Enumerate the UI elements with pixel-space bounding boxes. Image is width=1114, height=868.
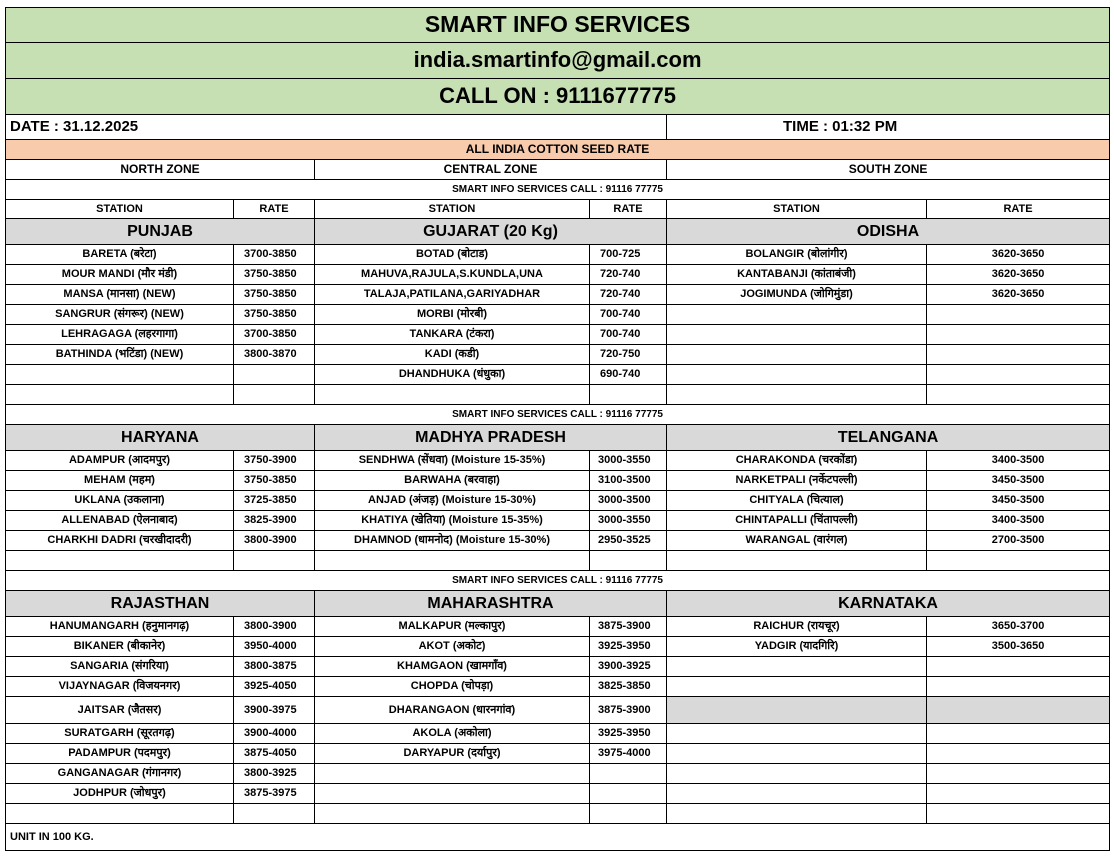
table-row <box>6 365 1110 385</box>
station-cell: AKOLA (अकोला) <box>315 724 590 744</box>
call-banner: SMART INFO SERVICES CALL : 91116 77775 <box>6 180 1110 200</box>
table-row <box>6 491 1110 511</box>
call-banner-row <box>6 571 1110 591</box>
station-cell <box>315 764 590 784</box>
station-cell <box>315 784 590 804</box>
rate-cell: 3750-3850 <box>234 285 315 305</box>
station-cell <box>6 551 234 571</box>
table-row <box>6 764 1110 784</box>
rate-cell: 3750-3850 <box>234 265 315 285</box>
table-row <box>6 305 1110 325</box>
rate-cell: 3825-3900 <box>234 511 315 531</box>
rate-cell: 3000-3550 <box>590 511 667 531</box>
rate-cell <box>927 724 1110 744</box>
station-cell: MEHAM (महम) <box>6 471 234 491</box>
rate-cell: 3450-3500 <box>927 491 1110 511</box>
station-cell: BARETA (बरेटा) <box>6 245 234 265</box>
state-header: PUNJAB <box>6 219 315 245</box>
rate-cell: 720-740 <box>590 285 667 305</box>
station-cell: SANGRUR (संगरूर) (NEW) <box>6 305 234 325</box>
col-rate: RATE <box>590 200 667 219</box>
table-row <box>6 804 1110 824</box>
rate-cell: 3825-3850 <box>590 677 667 697</box>
station-cell: DHARANGAON (धारनगांव) <box>315 697 590 724</box>
rate-cell: 3900-4000 <box>234 724 315 744</box>
station-cell: ALLENABAD (ऐलनाबाद) <box>6 511 234 531</box>
station-cell: YADGIR (यादगिरि) <box>667 637 927 657</box>
rate-cell: 3620-3650 <box>927 285 1110 305</box>
station-cell <box>6 385 234 405</box>
date-label: DATE : 31.12.2025 <box>6 115 667 140</box>
state-header: MAHARASHTRA <box>315 591 667 617</box>
station-cell: MAHUVA,RAJULA,S.KUNDLA,UNA <box>315 265 590 285</box>
station-cell <box>667 744 927 764</box>
rate-cell: 690-740 <box>590 365 667 385</box>
station-cell <box>315 551 590 571</box>
rate-cell: 3750-3850 <box>234 471 315 491</box>
rate-cell <box>927 551 1110 571</box>
rate-banner: ALL INDIA COTTON SEED RATE <box>6 140 1110 160</box>
rate-cell: 3800-3870 <box>234 345 315 365</box>
station-cell: BATHINDA (भटिंडा) (NEW) <box>6 345 234 365</box>
call-banner-row <box>6 405 1110 425</box>
station-cell: KHATIYA (खेतिया) (Moisture 15-35%) <box>315 511 590 531</box>
state-header: KARNATAKA <box>667 591 1110 617</box>
station-cell <box>667 724 927 744</box>
rate-cell: 3900-3975 <box>234 697 315 724</box>
rate-cell: 3975-4000 <box>590 744 667 764</box>
rate-cell: 3400-3500 <box>927 451 1110 471</box>
rate-cell: 3875-3900 <box>590 697 667 724</box>
unit-note: UNIT IN 100 KG. <box>6 824 1110 851</box>
station-cell: BOTAD (बोटाड) <box>315 245 590 265</box>
rate-cell <box>927 764 1110 784</box>
station-cell: JODHPUR (जोधपुर) <box>6 784 234 804</box>
station-cell: TANKARA (टंकरा) <box>315 325 590 345</box>
rate-cell: 3800-3925 <box>234 764 315 784</box>
table-row <box>6 451 1110 471</box>
station-cell: JOGIMUNDA (जोगिमुंडा) <box>667 285 927 305</box>
station-cell: JAITSAR (जैतसर) <box>6 697 234 724</box>
rate-cell: 3100-3500 <box>590 471 667 491</box>
table-row <box>6 511 1110 531</box>
col-rate: RATE <box>234 200 315 219</box>
rate-cell: 2700-3500 <box>927 531 1110 551</box>
station-cell: PADAMPUR (पदमपुर) <box>6 744 234 764</box>
state-header: TELANGANA <box>667 425 1110 451</box>
table-row <box>6 724 1110 744</box>
rate-sheet <box>5 7 1109 851</box>
station-cell: KHAMGAON (खामगाँव) <box>315 657 590 677</box>
station-cell: MALKAPUR (मल्कापुर) <box>315 617 590 637</box>
rate-cell: 720-750 <box>590 345 667 365</box>
rate-cell: 700-740 <box>590 325 667 345</box>
station-cell <box>6 804 234 824</box>
station-cell: TALAJA,PATILANA,GARIYADHAR <box>315 285 590 305</box>
rate-cell: 3750-3900 <box>234 451 315 471</box>
station-cell <box>667 325 927 345</box>
table-row <box>6 385 1110 405</box>
company-title: SMART INFO SERVICES <box>6 8 1110 43</box>
col-station: STATION <box>315 200 590 219</box>
rate-cell: 3875-4050 <box>234 744 315 764</box>
table-row <box>6 677 1110 697</box>
station-cell: SANGARIA (संगरिया) <box>6 657 234 677</box>
station-cell: CHARAKONDA (चरकोंडा) <box>667 451 927 471</box>
rate-cell: 3925-3950 <box>590 724 667 744</box>
state-header-row <box>6 591 1110 617</box>
rate-cell <box>927 744 1110 764</box>
state-header-row <box>6 425 1110 451</box>
rate-cell: 3700-3850 <box>234 325 315 345</box>
station-cell <box>667 385 927 405</box>
station-cell: BARWAHA (बरवाहा) <box>315 471 590 491</box>
table-row <box>6 245 1110 265</box>
station-cell: MANSA (मानसा) (NEW) <box>6 285 234 305</box>
rate-cell <box>927 345 1110 365</box>
rate-cell: 3620-3650 <box>927 265 1110 285</box>
rate-cell <box>927 365 1110 385</box>
rate-cell <box>927 325 1110 345</box>
station-cell: UKLANA (उकलाना) <box>6 491 234 511</box>
rate-cell <box>927 804 1110 824</box>
central-zone-header: CENTRAL ZONE <box>315 160 667 180</box>
table-row <box>6 784 1110 804</box>
station-cell: BOLANGIR (बोलांगीर) <box>667 245 927 265</box>
station-cell: VIJAYNAGAR (विजयनगर) <box>6 677 234 697</box>
station-cell: NARKETPALI (नर्केटपल्ली) <box>667 471 927 491</box>
rate-cell: 3750-3850 <box>234 305 315 325</box>
rate-cell: 3875-3900 <box>590 617 667 637</box>
station-cell: LEHRAGAGA (लहरगागा) <box>6 325 234 345</box>
station-cell <box>667 784 927 804</box>
south-zone-header: SOUTH ZONE <box>667 160 1110 180</box>
time-label: TIME : 01:32 PM <box>667 115 1110 140</box>
table-row <box>6 697 1110 724</box>
col-station: STATION <box>667 200 927 219</box>
rate-cell: 3925-4050 <box>234 677 315 697</box>
table-row <box>6 637 1110 657</box>
station-cell: AKOT (अकोट) <box>315 637 590 657</box>
rate-cell <box>234 551 315 571</box>
station-cell: MOUR MANDI (मौर मंडी) <box>6 265 234 285</box>
rate-cell <box>590 784 667 804</box>
station-cell <box>315 385 590 405</box>
rate-cell: 3800-3875 <box>234 657 315 677</box>
table-row <box>6 471 1110 491</box>
station-cell: ANJAD (अंजड़) (Moisture 15-30%) <box>315 491 590 511</box>
station-cell: RAICHUR (रायचूर) <box>667 617 927 637</box>
rate-cell: 3500-3650 <box>927 637 1110 657</box>
station-cell <box>667 804 927 824</box>
call-banner: SMART INFO SERVICES CALL : 91116 77775 <box>6 571 1110 591</box>
table-row <box>6 531 1110 551</box>
rate-cell <box>927 677 1110 697</box>
station-cell: CHINTAPALLI (चिंतापल्ली) <box>667 511 927 531</box>
station-cell <box>667 345 927 365</box>
rate-cell <box>927 385 1110 405</box>
call-banner: SMART INFO SERVICES CALL : 91116 77775 <box>6 405 1110 425</box>
station-cell: CHARKHI DADRI (चरखीदादरी) <box>6 531 234 551</box>
table-row <box>6 617 1110 637</box>
rate-cell: 3700-3850 <box>234 245 315 265</box>
station-cell: CHITYALA (चित्याल) <box>667 491 927 511</box>
email-line: india.smartinfo@gmail.com <box>6 43 1110 79</box>
state-header-row <box>6 219 1110 245</box>
station-cell: KADI (कडी) <box>315 345 590 365</box>
station-cell: SENDHWA (सेंधवा) (Moisture 15-35%) <box>315 451 590 471</box>
station-cell <box>667 365 927 385</box>
table-row <box>6 285 1110 305</box>
rate-table <box>5 7 1110 851</box>
rate-cell <box>590 804 667 824</box>
col-station: STATION <box>6 200 234 219</box>
station-cell: HANUMANGARH (हनुमानगढ़) <box>6 617 234 637</box>
rate-cell <box>590 385 667 405</box>
rate-cell: 700-725 <box>590 245 667 265</box>
station-cell: ADAMPUR (आदमपुर) <box>6 451 234 471</box>
rate-cell: 2950-3525 <box>590 531 667 551</box>
rate-cell: 3650-3700 <box>927 617 1110 637</box>
rate-cell: 3875-3975 <box>234 784 315 804</box>
state-header: HARYANA <box>6 425 315 451</box>
rate-cell: 3620-3650 <box>927 245 1110 265</box>
table-row <box>6 265 1110 285</box>
station-cell <box>667 657 927 677</box>
station-cell: MORBI (मोरबी) <box>315 305 590 325</box>
rate-cell <box>590 551 667 571</box>
rate-cell: 3400-3500 <box>927 511 1110 531</box>
rate-cell: 3950-4000 <box>234 637 315 657</box>
station-cell: BIKANER (बीकानेर) <box>6 637 234 657</box>
table-row <box>6 325 1110 345</box>
rate-cell: 3800-3900 <box>234 531 315 551</box>
rate-cell <box>234 365 315 385</box>
table-row <box>6 345 1110 365</box>
station-cell <box>667 764 927 784</box>
rate-cell <box>234 804 315 824</box>
state-header: ODISHA <box>667 219 1110 245</box>
table-row <box>6 657 1110 677</box>
station-cell <box>315 804 590 824</box>
rate-cell: 3900-3925 <box>590 657 667 677</box>
station-cell <box>6 365 234 385</box>
station-cell: DHAMNOD (धामनोद) (Moisture 15-30%) <box>315 531 590 551</box>
rate-cell: 3725-3850 <box>234 491 315 511</box>
rate-cell <box>590 764 667 784</box>
rate-cell: 3800-3900 <box>234 617 315 637</box>
station-cell: CHOPDA (चोपड़ा) <box>315 677 590 697</box>
rate-cell <box>927 697 1110 724</box>
rate-cell <box>927 305 1110 325</box>
station-cell <box>667 697 927 724</box>
state-header: GUJARAT (20 Kg) <box>315 219 667 245</box>
rate-cell: 3000-3500 <box>590 491 667 511</box>
rate-cell <box>927 657 1110 677</box>
rate-cell: 3000-3550 <box>590 451 667 471</box>
state-header: MADHYA PRADESH <box>315 425 667 451</box>
table-row <box>6 744 1110 764</box>
station-cell <box>667 677 927 697</box>
call-line: CALL ON : 9111677775 <box>6 79 1110 115</box>
col-rate: RATE <box>927 200 1110 219</box>
station-cell <box>667 305 927 325</box>
rate-cell: 3450-3500 <box>927 471 1110 491</box>
rate-cell <box>234 385 315 405</box>
station-cell: KANTABANJI (कांताबंजी) <box>667 265 927 285</box>
rate-cell <box>927 784 1110 804</box>
north-zone-header: NORTH ZONE <box>6 160 315 180</box>
state-header: RAJASTHAN <box>6 591 315 617</box>
rate-cell: 720-740 <box>590 265 667 285</box>
station-cell: GANGANAGAR (गंगानगर) <box>6 764 234 784</box>
station-cell <box>667 551 927 571</box>
station-cell: DARYAPUR (दर्यापुर) <box>315 744 590 764</box>
rate-cell: 3925-3950 <box>590 637 667 657</box>
station-cell: WARANGAL (वारंगल) <box>667 531 927 551</box>
rate-cell: 700-740 <box>590 305 667 325</box>
table-row <box>6 551 1110 571</box>
station-cell: SURATGARH (सूरतगढ़) <box>6 724 234 744</box>
station-cell: DHANDHUKA (धंधुका) <box>315 365 590 385</box>
